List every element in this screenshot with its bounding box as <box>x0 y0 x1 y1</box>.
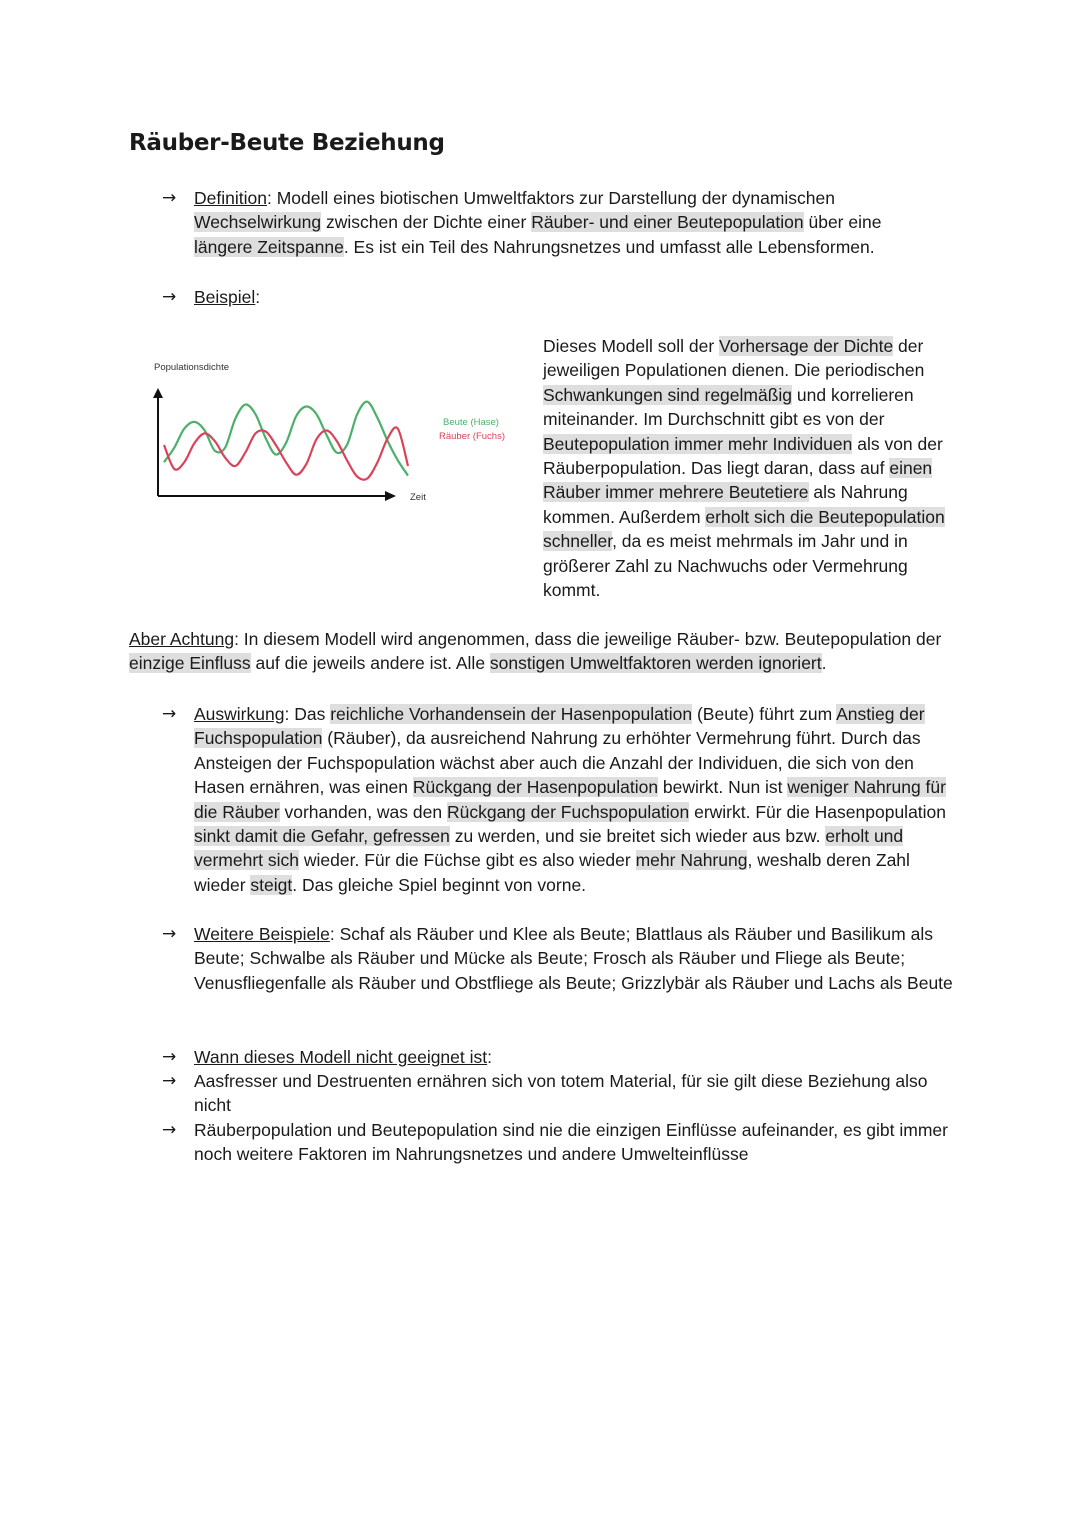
highlight: einen Räuber immer mehrere Beutetiere <box>543 458 933 503</box>
auswirkung-text: bewirkt. Nun ist <box>658 777 788 798</box>
beispiel-bullet <box>162 285 494 309</box>
predator-prey-chart <box>140 355 520 515</box>
achtung-label: Aber Achtung <box>129 629 235 649</box>
nicht-geeignet-label: Wann dieses Modell nicht geeignet ist <box>194 1047 488 1067</box>
highlight: reichliche Vorhandensein der Hasenpopulation <box>330 704 693 724</box>
definition-text: über eine <box>803 212 882 233</box>
auswirkung-text: vorhanden, was den <box>279 801 447 822</box>
auswirkung-text: (Räuber), da ausreichend Nahrung zu erhöhter Vermehrung führt. Durch das Ansteigen der Fuchspopulation wächst aber auch die Anzahl der Individuen, die sich von den Hasen ernähren, was einen <box>194 728 921 798</box>
series-line-raeuber <box>164 427 408 479</box>
highlight: Räuber- und einer Beutepopulation <box>531 212 804 233</box>
highlight: erholt sich die Beutepopulation schneller <box>543 506 945 552</box>
y-axis-arrow-icon <box>153 388 163 398</box>
arrow-right-icon: → <box>162 1120 177 1140</box>
highlight: Beutepopulation immer mehr Individuen <box>543 433 853 454</box>
auswirkung-text: erwirkt. Für die Hasenpopulation <box>689 801 947 822</box>
arrow-right-icon: → <box>162 188 177 208</box>
x-axis-label: Zeit <box>410 492 426 503</box>
arrow-right-icon: → <box>162 704 177 724</box>
weitere-label: Weitere Beispiele <box>194 924 330 944</box>
auswirkung-text: . Das gleiche Spiel beginnt von vorne. <box>292 874 587 895</box>
series-line-beute <box>164 402 408 476</box>
auswirkung-label: Auswirkung <box>194 704 285 724</box>
definition-label: Definition <box>194 188 267 208</box>
y-axis-label: Populationsdichte <box>154 362 229 373</box>
chart-svg <box>140 355 520 515</box>
legend-beute: Beute (Hase) <box>443 417 499 428</box>
highlight: sonstigen Umweltfaktoren werden ignoriert <box>489 653 822 674</box>
arrow-right-icon: → <box>162 1047 177 1067</box>
nicht-geeignet-colon: : <box>487 1047 492 1067</box>
model-text: , da es meist mehrmals im Jahr und in größerer Zahl zu Nachwuchs oder Vermehrung kommt. <box>543 531 908 601</box>
model-text: als von der Räuberpopulation. Das liegt daran, dass auf <box>543 433 943 479</box>
definition-text: zwischen der Dichte einer <box>321 212 532 233</box>
definition-text: : Modell eines biotischen Umweltfaktors zur Darstellung der dynamischen <box>266 188 836 208</box>
model-text: der jeweiligen Populationen dienen. Die periodischen <box>543 336 925 381</box>
beispiel-label: Beispiel <box>194 287 256 307</box>
nicht-geeignet-item <box>162 1118 954 1167</box>
highlight: Vorhersage der Dichte <box>719 336 894 356</box>
arrow-right-icon: → <box>162 924 177 944</box>
definition-text: . Es ist ein Teil des Nahrungsnetzes und umfasst alle Lebensformen. <box>343 236 875 257</box>
weitere-beispiele-bullet <box>162 922 954 995</box>
page-title: Räuber-Beute Beziehung <box>129 130 445 156</box>
model-text: und korrelieren miteinander. Im Durchschnitt gibt es von der <box>543 384 914 430</box>
model-description <box>543 334 951 602</box>
auswirkung-text: : Das <box>284 704 331 724</box>
auswirkung-text: , weshalb deren Zahl wieder <box>194 850 910 895</box>
auswirkung-text: wieder. Für die Füchse gibt es also wieder <box>299 850 636 871</box>
definition-bullet <box>162 186 934 259</box>
highlight: längere Zeitspanne <box>194 236 344 257</box>
highlight: Wechselwirkung <box>194 212 322 233</box>
achtung-text: . <box>821 653 827 674</box>
weitere-text: : Schaf als Räuber und Klee als Beute; Blattlaus als Räuber und Basilikum als Beute; Schwalbe als Räuber und Mücke als Beute; Frosch als Räuber und Fliege als Beute; Venusfliegenfalle als Räuber und Obstfliege als Beute; Grizzlybär als Räuber und Lachs als Beute <box>194 924 953 993</box>
highlight: erholt und vermehrt sich <box>194 826 904 871</box>
highlight: steigt <box>250 874 293 895</box>
highlight: Rückgang der Hasenpopulation <box>412 777 659 798</box>
nicht-geeignet-item-text: Räuberpopulation und Beutepopulation sind nie die einzigen Einflüsse aufeinander, es gibt immer noch weitere Faktoren im Nahrungsnetzes und andere Umwelteinflüsse <box>194 1120 948 1165</box>
arrow-right-icon: → <box>162 287 177 307</box>
model-text: Dieses Modell soll der <box>543 336 720 356</box>
x-axis-arrow-icon <box>385 491 396 501</box>
beispiel-colon: : <box>255 287 261 307</box>
nicht-geeignet-bullet <box>162 1045 954 1069</box>
achtung-text: auf die jeweils andere ist. Alle <box>250 653 490 674</box>
legend-raeuber: Räuber (Fuchs) <box>439 431 505 442</box>
achtung-text: : In diesem Modell wird angenommen, dass die jeweilige Räuber- bzw. Beutepopulation der <box>234 629 942 649</box>
highlight: Anstieg der Fuchspopulation <box>194 704 925 749</box>
model-text: als Nahrung kommen. Außerdem <box>543 482 908 527</box>
achtung-paragraph <box>129 627 959 676</box>
nicht-geeignet-item-text: Aasfresser und Destruenten ernähren sich von totem Material, für sie gilt diese Beziehung also nicht <box>194 1071 928 1116</box>
highlight: mehr Nahrung <box>635 850 748 871</box>
arrow-right-icon: → <box>162 1071 177 1091</box>
highlight: sinkt damit die Gefahr, gefressen <box>194 826 450 847</box>
nicht-geeignet-item <box>162 1069 954 1118</box>
highlight: weniger Nahrung für die Räuber <box>194 777 946 822</box>
highlight: Rückgang der Fuchspopulation <box>446 801 690 822</box>
auswirkung-text: zu werden, und sie breitet sich wieder aus bzw. <box>449 826 826 847</box>
highlight: einzige Einfluss <box>129 653 251 674</box>
highlight: Schwankungen sind regelmäßig <box>543 384 793 405</box>
auswirkung-bullet <box>162 702 954 897</box>
auswirkung-text: (Beute) führt zum <box>692 704 837 724</box>
